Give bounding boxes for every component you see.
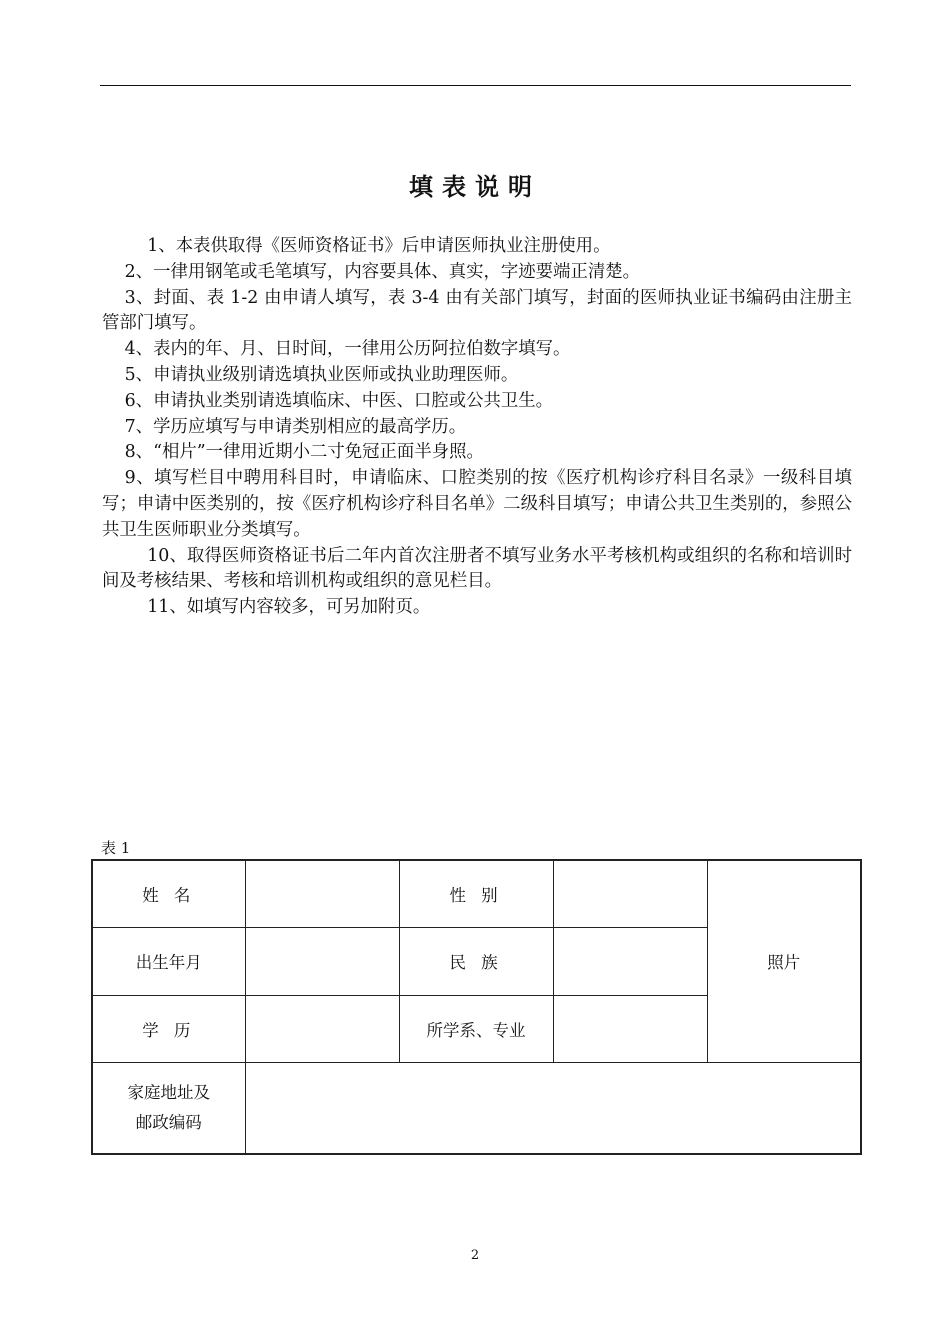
instruction-item: 10、取得医师资格证书后二年内首次注册者不填写业务水平考核机构或组织的名称和培训时间及考核结果、考核和培训机构或组织的意见栏目。	[102, 545, 852, 592]
address-label: 家庭地址及 邮政编码	[92, 1062, 245, 1154]
top-rule	[100, 85, 851, 86]
instruction-item: 7、学历应填写与申请类别相应的最高学历。	[124, 416, 467, 437]
instruction-item: 9、填写栏目中聘用科目时，申请临床、口腔类别的按《医疗机构诊疗科目名录》一级科目填写；申请中医类别的，按《医疗机构诊疗科目名单》二级科目填写；申请公共卫生类别的，参照公共卫生医师职业分类填写。	[102, 468, 852, 540]
ethnicity-field[interactable]	[553, 927, 707, 995]
address-field[interactable]	[245, 1062, 861, 1154]
instruction-item: 5、申请执业级别请选填执业医师或执业助理医师。	[124, 364, 519, 385]
name-label: 姓 名	[92, 860, 245, 927]
birth-field[interactable]	[245, 927, 399, 995]
ethnicity-label: 民 族	[399, 927, 553, 995]
personal-info-table	[91, 859, 862, 1155]
gender-field[interactable]	[553, 860, 707, 927]
instructions	[102, 234, 852, 621]
instruction-item: 1、本表供取得《医师资格证书》后申请医师执业注册使用。	[147, 236, 611, 256]
table-caption: 表 1	[101, 839, 131, 857]
school-major-field[interactable]	[553, 995, 707, 1062]
photo-label: 照片	[767, 953, 801, 973]
instruction-item: 6、申请执业类别请选填临床、中医、口腔或公共卫生。	[124, 390, 554, 411]
birth-label: 出生年月	[92, 927, 245, 995]
photo-cell[interactable]	[707, 860, 861, 1062]
education-label: 学 历	[92, 995, 245, 1062]
education-field[interactable]	[245, 995, 399, 1062]
name-field[interactable]	[245, 860, 399, 927]
school-major-label: 所学系、专业	[399, 995, 553, 1062]
page-number: 2	[470, 1248, 480, 1263]
gender-label: 性 别	[399, 860, 553, 927]
instruction-item: 11、如填写内容较多，可另加附页。	[147, 597, 431, 618]
instruction-item: 3、封面、表 1-2 由申请人填写，表 3-4 由有关部门填写，封面的医师执业证书编码由注册主管部门填写。	[102, 287, 852, 334]
instruction-item: 8、“相片”一律用近期小二寸免冠正面半身照。	[124, 442, 484, 463]
instruction-item: 4、表内的年、月、日时间，一律用公历阿拉伯数字填写。	[124, 339, 571, 360]
instruction-item: 2、一律用钢笔或毛笔填写，内容要具体、真实，字迹要端正清楚。	[124, 261, 641, 282]
page-title: 填表说明	[409, 173, 541, 201]
